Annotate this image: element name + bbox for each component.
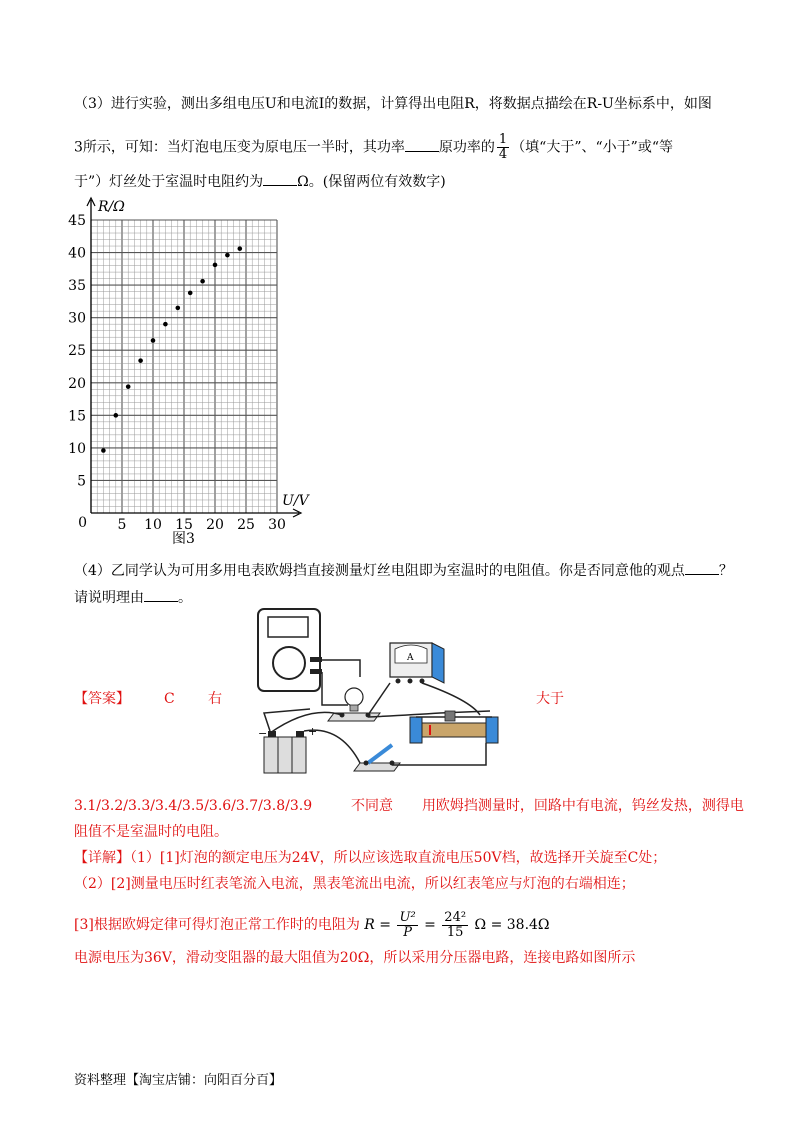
detail-line3	[74, 910, 550, 940]
detail-line1: 【详解】（1）[1]灯泡的额定电压为24V，所以应该选取直流电压50V档，故选择开关旋至C处；	[74, 850, 667, 866]
x-tick-label: 20	[206, 517, 224, 533]
q4-line2b: 。	[178, 590, 192, 606]
detail-line3-text: [3]根据欧姆定律可得灯泡正常工作时的电阻为	[74, 917, 360, 933]
answer-line3: 阻值不是室温时的电阻。	[74, 824, 228, 840]
data-point	[114, 413, 119, 418]
q4-line1a: （4）乙同学认为可用多用电表欧姆挡直接测量灯丝电阻即为室温时的电阻值。你是否同意他的观点	[74, 563, 685, 579]
chart-y-label: R/Ω	[98, 199, 125, 215]
switch-icon	[354, 745, 400, 771]
q4-line1b: ？	[718, 563, 733, 579]
fraction-numerator: 1	[498, 132, 508, 147]
y-tick-label: 10	[68, 440, 86, 457]
formula-rhs: Ω = 38.4Ω	[474, 917, 550, 933]
data-point	[151, 338, 156, 343]
answer-3: 大于	[536, 691, 564, 707]
q4-line2a: 请说明理由	[74, 590, 144, 606]
ohm-formula	[364, 909, 550, 940]
origin-label: 0	[78, 515, 87, 531]
answer-blank	[263, 173, 297, 186]
q3-line3	[74, 172, 446, 192]
data-point	[176, 306, 181, 311]
y-tick-label: 35	[68, 278, 86, 295]
x-tick-label: 5	[117, 517, 127, 533]
formula-num-2: 24²	[444, 909, 467, 925]
answer-2: 右	[208, 691, 222, 707]
x-tick-label: 10	[144, 517, 162, 533]
chart-x-label: U/V	[282, 493, 309, 509]
data-point	[238, 246, 243, 251]
formula-eq: =	[424, 917, 436, 933]
fraction-denominator: 4	[498, 147, 508, 162]
q3-line1: （3）进行实验，测出多组电压U和电流I的数据，计算得出电阻R，将数据点描绘在R-U坐标系中，如图	[74, 96, 712, 112]
figure3-chart	[60, 195, 320, 555]
rheostat-icon	[410, 711, 498, 743]
detail-line2: （2）[2]测量电压时红表笔流入电流，黑表笔流出电流，所以红表笔应与灯泡的右端相连；	[74, 876, 635, 892]
formula-fraction-2	[442, 911, 468, 940]
y-tick-label: 25	[68, 343, 86, 360]
answer-label: 【答案】	[74, 691, 130, 707]
formula-den-1: P	[403, 924, 412, 940]
answer-reason: 用欧姆挡测量时，回路中有电流，钨丝发热，测得电	[421, 798, 744, 814]
data-point	[188, 291, 193, 296]
footer: 资料整理【淘宝店铺：向阳百分百】	[74, 1073, 283, 1088]
data-point	[126, 384, 131, 389]
battery-plus-label: +	[308, 725, 318, 738]
battery-minus-label: −	[258, 727, 268, 740]
data-point	[213, 263, 218, 268]
data-point	[163, 322, 168, 327]
data-point	[138, 358, 143, 363]
answer-blank	[144, 589, 178, 602]
q3-line2a: 3所示，可知：当灯泡电压变为原电压一半时，其功率	[74, 139, 405, 156]
circuit-diagram	[250, 605, 520, 785]
answer-blank	[405, 139, 439, 152]
x-tick-label: 30	[268, 517, 286, 533]
q4-line1	[74, 561, 733, 581]
answer-1: C	[164, 691, 175, 707]
answer-line2	[74, 796, 744, 816]
answer-disagree: 不同意	[351, 798, 394, 814]
chart-tick-labels	[68, 213, 286, 533]
q4-line2	[74, 588, 192, 608]
answer-blank	[685, 562, 719, 575]
detail-line4: 电源电压为36V，滑动变阻器的最大阻值为20Ω，所以采用分压器电路，连接电路如图所示	[74, 950, 636, 966]
q3-line2b: 原功率的	[438, 139, 495, 156]
data-point	[200, 279, 205, 284]
y-tick-label: 5	[77, 473, 86, 490]
x-tick-label: 15	[175, 517, 193, 533]
q3-line2c: （填“大于”、“小于”或“等	[511, 139, 673, 156]
q3-line2	[74, 133, 673, 162]
data-point	[225, 253, 230, 258]
y-tick-label: 20	[68, 375, 86, 392]
chart-grid	[91, 220, 277, 513]
y-tick-label: 30	[68, 310, 86, 327]
formula-lhs: R =	[364, 917, 392, 933]
battery-icon	[258, 725, 317, 773]
ammeter-label: A	[407, 653, 414, 663]
formula-den-2: 15	[446, 924, 464, 940]
formula-fraction-1	[397, 911, 417, 940]
data-point	[101, 448, 106, 453]
multimeter-icon	[258, 609, 322, 691]
y-tick-label: 15	[68, 408, 86, 425]
x-tick-label: 25	[237, 517, 255, 533]
ammeter-icon	[390, 643, 444, 684]
chart-caption: 图3	[172, 531, 195, 547]
y-tick-label: 45	[68, 213, 86, 229]
q3-line3a: 于”）灯丝处于室温时电阻约为	[74, 174, 264, 190]
y-tick-label: 40	[68, 245, 86, 262]
q3-line3b: Ω。(保留两位有效数字)	[297, 174, 446, 190]
answer-range: 3.1/3.2/3.3/3.4/3.5/3.6/3.7/3.8/3.9	[74, 798, 313, 814]
formula-num-1: U²	[399, 909, 416, 925]
fraction-one-quarter	[497, 133, 509, 162]
